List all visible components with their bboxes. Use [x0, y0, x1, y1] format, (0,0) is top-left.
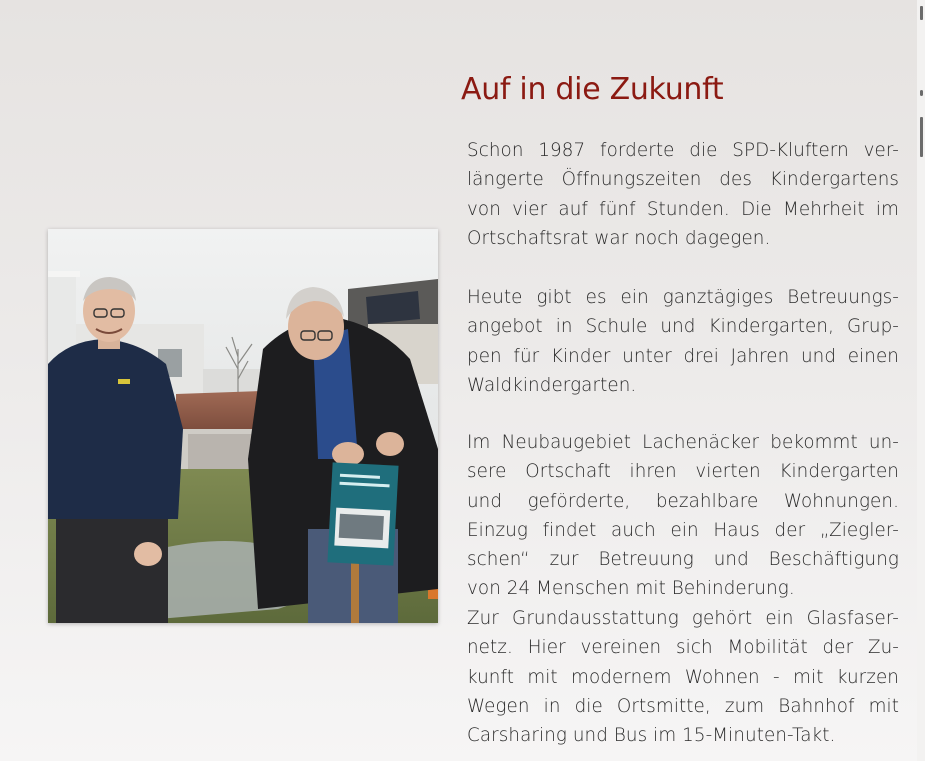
text-line: Zur Grundausstattung gehört ein Glasfaser- — [467, 608, 899, 629]
article-paragraph — [467, 428, 899, 604]
text-line: schen“ zur Betreuung und Beschäftigung — [467, 549, 899, 571]
edge-mark — [920, 90, 923, 96]
text-line: angebot in Schule und Kindergarten, Grup- — [467, 316, 899, 338]
text-line: Wegen in die Ortsmitte, zum Bahnhof mit — [467, 695, 899, 717]
article-photo — [48, 229, 438, 623]
text-line: von 24 Menschen mit Behinderung. — [467, 578, 795, 600]
page-title: Auf in die Zukunft — [461, 72, 724, 107]
text-line: und geförderte, bezahlbare Wohnungen. — [467, 490, 899, 512]
text-line: kunft mit modernem Wohnen - mit kurzen — [467, 666, 899, 688]
photo-illustration — [48, 229, 438, 623]
article-paragraph — [467, 283, 899, 400]
text-line: Im Neubaugebiet Lachenäcker bekommt un- — [467, 432, 899, 453]
edge-mark — [920, 6, 923, 20]
text-line: netz. Hier vereinen sich Mobilität der Zu- — [467, 637, 899, 659]
text-line: pen für Kinder unter drei Jahren und einen — [467, 345, 899, 367]
article-paragraph — [467, 604, 899, 750]
text-line: Heute gibt es ein ganztägiges Betreuungs- — [467, 287, 899, 308]
text-line: von vier auf fünf Stunden. Die Mehrheit im — [467, 198, 899, 220]
text-line: sere Ortschaft ihren vierten Kindergarten — [467, 461, 899, 483]
text-line: längerte Öffnungszeiten des Kindergartens — [467, 169, 899, 191]
text-line: Waldkindergarten. — [467, 374, 637, 396]
article-paragraph — [467, 136, 899, 253]
text-line: Einzug findet auch ein Haus der „Ziegler- — [467, 519, 899, 541]
edge-mark — [920, 117, 923, 157]
text-line: Ortschaftsrat war noch dagegen. — [467, 227, 771, 249]
text-line: Schon 1987 forderte die SPD-Kluftern ver- — [467, 140, 899, 161]
text-line: Carsharing und Bus im 15-Minuten-Takt. — [467, 725, 836, 747]
page-edge — [917, 0, 925, 761]
